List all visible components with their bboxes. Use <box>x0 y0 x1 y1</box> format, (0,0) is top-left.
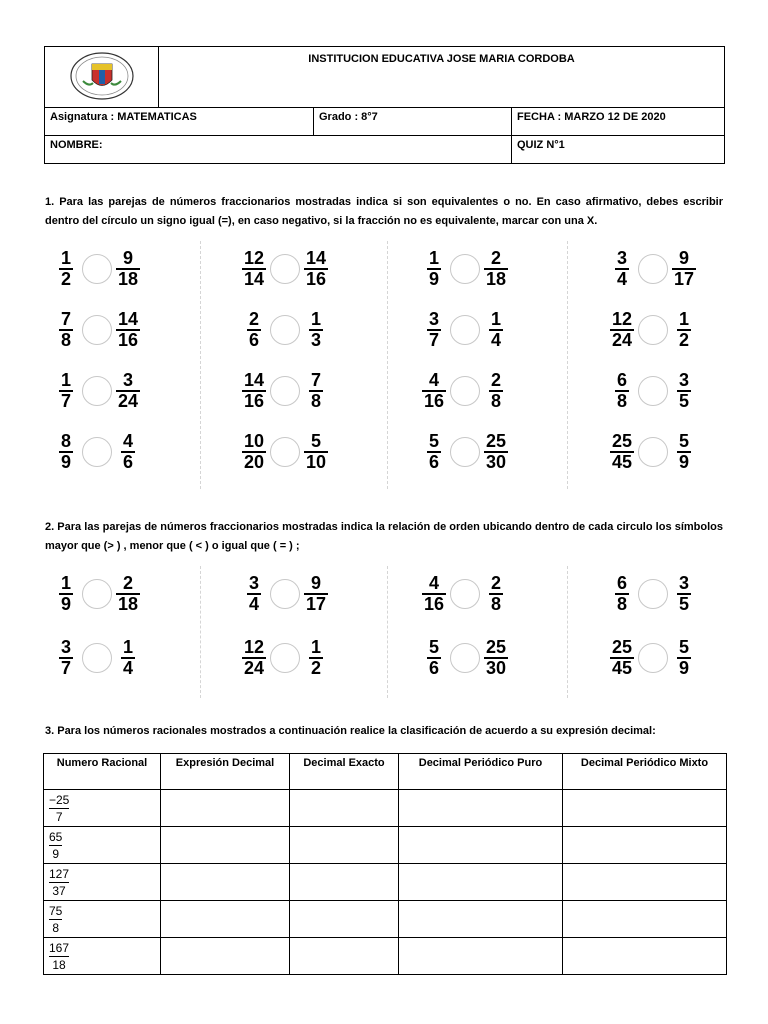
denominator: 2 <box>311 658 322 678</box>
numerator: 3 <box>616 248 627 268</box>
numerator: 1 <box>311 637 322 657</box>
fraction-left <box>610 432 634 472</box>
denominator: 6 <box>428 658 439 678</box>
numerator: 1 <box>122 637 133 657</box>
answer-circle[interactable] <box>450 315 480 345</box>
fraction-right <box>484 638 508 678</box>
numerator: 25 <box>612 431 633 451</box>
denominator: 17 <box>674 269 695 289</box>
answer-cell[interactable] <box>290 864 399 901</box>
answer-cell[interactable] <box>563 827 727 864</box>
denominator: 7 <box>60 658 71 678</box>
rational-fraction <box>49 903 62 936</box>
fraction-pair <box>242 249 328 289</box>
column-divider <box>387 241 388 489</box>
answer-cell[interactable] <box>290 827 399 864</box>
fraction-right <box>484 249 508 289</box>
fraction-right <box>116 432 140 472</box>
denominator: 6 <box>428 452 439 472</box>
answer-cell[interactable] <box>563 864 727 901</box>
denominator: 9 <box>60 452 71 472</box>
denominator: 7 <box>60 391 71 411</box>
answer-cell[interactable] <box>290 938 399 975</box>
table-row <box>44 901 727 938</box>
fraction-left <box>54 249 78 289</box>
numerator: 1 <box>428 248 439 268</box>
table-row <box>44 864 727 901</box>
fraction-pair <box>242 310 328 350</box>
column-divider <box>567 241 568 489</box>
fraction-right <box>484 310 508 350</box>
fraction-right <box>484 371 508 411</box>
fraction-left <box>242 432 266 472</box>
column-header: Decimal Periódico Puro <box>399 754 563 790</box>
fraction-pair <box>422 638 508 678</box>
denominator: 16 <box>244 391 265 411</box>
denominator: 9 <box>60 594 71 614</box>
numerator: 75 <box>49 904 63 918</box>
answer-cell[interactable] <box>290 790 399 827</box>
fraction-left <box>242 638 266 678</box>
answer-cell[interactable] <box>399 901 563 938</box>
answer-circle[interactable] <box>82 315 112 345</box>
fraction-pair <box>54 310 140 350</box>
numerator: 8 <box>60 431 71 451</box>
fraction-pair <box>422 574 508 614</box>
denominator: 8 <box>60 330 71 350</box>
numerator: 1 <box>490 309 501 329</box>
answer-circle[interactable] <box>270 376 300 406</box>
school-crest-icon <box>69 51 135 101</box>
denominator: 8 <box>49 919 62 936</box>
answer-cell[interactable] <box>563 938 727 975</box>
fraction-pair <box>54 249 140 289</box>
table-row <box>44 938 727 975</box>
fraction-pair <box>610 638 696 678</box>
denominator: 8 <box>491 594 502 614</box>
fraction-left <box>422 249 446 289</box>
numerator: 1 <box>60 573 71 593</box>
column-divider <box>567 566 568 698</box>
answer-circle[interactable] <box>450 643 480 673</box>
denominator: 17 <box>306 594 327 614</box>
numerator: 25 <box>486 637 507 657</box>
answer-circle[interactable] <box>450 376 480 406</box>
denominator: 20 <box>244 452 265 472</box>
numerator: 12 <box>244 248 265 268</box>
numerator: 3 <box>678 573 689 593</box>
denominator: 6 <box>248 330 259 350</box>
numerator: 2 <box>491 370 502 390</box>
answer-cell[interactable] <box>290 901 399 938</box>
denominator: 4 <box>490 330 501 350</box>
fraction-left <box>242 249 266 289</box>
fraction-pair <box>242 574 328 614</box>
fraction-left <box>422 371 446 411</box>
denominator: 5 <box>678 391 689 411</box>
fraction-right <box>116 310 140 350</box>
answer-circle[interactable] <box>270 315 300 345</box>
question-2-instruction: 2. Para las parejas de números fraccionarios mostradas indica la relación de orden ubicando dentro de cada circulo los símbolos mayor que (> ) , menor que ( < ) o igual que ( = ) ; <box>45 521 723 552</box>
answer-circle[interactable] <box>82 376 112 406</box>
numerator: 3 <box>678 370 689 390</box>
answer-cell[interactable] <box>399 864 563 901</box>
rational-fraction <box>49 940 69 973</box>
numerator: 2 <box>248 309 259 329</box>
denominator: 30 <box>486 658 507 678</box>
denominator: 2 <box>679 330 690 350</box>
numerator: 14 <box>306 248 327 268</box>
answer-cell[interactable] <box>161 864 290 901</box>
table-row <box>44 827 727 864</box>
denominator: 8 <box>616 594 627 614</box>
fraction-right <box>116 371 140 411</box>
fraction-right <box>672 371 696 411</box>
answer-circle[interactable] <box>638 315 668 345</box>
numerator: 14 <box>118 309 139 329</box>
denominator: 4 <box>122 658 133 678</box>
denominator: 10 <box>306 452 327 472</box>
denominator: 37 <box>49 882 69 899</box>
fraction-right <box>304 310 328 350</box>
rational-number-cell <box>44 790 161 827</box>
fraction-left <box>242 574 266 614</box>
fraction-right <box>304 574 328 614</box>
column-divider <box>200 566 201 698</box>
fraction-right <box>116 638 140 678</box>
denominator: 16 <box>424 594 445 614</box>
numerator: 1 <box>310 309 321 329</box>
fraction-right <box>672 432 696 472</box>
numerator: 14 <box>244 370 265 390</box>
quiz-number: QUIZ N°1 <box>512 136 725 164</box>
denominator: 5 <box>678 594 689 614</box>
numerator: 5 <box>428 637 439 657</box>
denominator: 6 <box>122 452 133 472</box>
answer-circle[interactable] <box>638 643 668 673</box>
fraction-right <box>672 249 696 289</box>
denominator: 45 <box>612 452 633 472</box>
numerator: 2 <box>491 573 502 593</box>
answer-circle[interactable] <box>270 437 300 467</box>
fraction-pair <box>54 574 140 614</box>
fraction-pair <box>242 371 328 411</box>
fraction-pair <box>54 371 140 411</box>
answer-circle[interactable] <box>450 437 480 467</box>
school-logo-cell <box>45 47 159 108</box>
denominator: 4 <box>248 594 259 614</box>
fraction-pair <box>242 432 328 472</box>
fraction-pair <box>422 371 508 411</box>
denominator: 45 <box>612 658 633 678</box>
denominator: 9 <box>679 452 690 472</box>
fraction-left <box>54 371 78 411</box>
numerator: 4 <box>122 431 133 451</box>
denominator: 24 <box>118 391 139 411</box>
denominator: 18 <box>118 269 139 289</box>
denominator: 18 <box>486 269 507 289</box>
subject-field: Asignatura : MATEMATICAS <box>45 108 314 136</box>
answer-circle[interactable] <box>450 254 480 284</box>
fraction-left <box>610 574 634 614</box>
fraction-pair <box>422 310 508 350</box>
answer-circle[interactable] <box>638 376 668 406</box>
name-field[interactable]: NOMBRE: <box>45 136 512 164</box>
denominator: 18 <box>118 594 139 614</box>
rational-fraction <box>49 829 62 862</box>
numerator: 2 <box>123 573 134 593</box>
answer-circle[interactable] <box>270 579 300 609</box>
table-row <box>44 790 727 827</box>
numerator: 25 <box>486 431 507 451</box>
denominator: 24 <box>612 330 633 350</box>
school-name: INSTITUCION EDUCATIVA JOSE MARIA CORDOBA <box>159 47 725 108</box>
column-header: Decimal Periódico Mixto <box>563 754 727 790</box>
fraction-right <box>484 574 508 614</box>
denominator: 9 <box>679 658 690 678</box>
fraction-right <box>484 432 508 472</box>
classification-table <box>43 753 727 975</box>
answer-cell[interactable] <box>563 901 727 938</box>
fraction-pair <box>242 638 328 678</box>
answer-circle[interactable] <box>82 254 112 284</box>
answer-circle[interactable] <box>270 254 300 284</box>
numerator: 6 <box>616 573 627 593</box>
answer-cell[interactable] <box>399 790 563 827</box>
answer-circle[interactable] <box>82 437 112 467</box>
rational-number-cell <box>44 864 161 901</box>
column-divider <box>200 241 201 489</box>
fraction-left <box>422 310 446 350</box>
numerator: 9 <box>311 573 322 593</box>
denominator: 24 <box>244 658 265 678</box>
grade-field: Grado : 8°7 <box>314 108 512 136</box>
answer-cell[interactable] <box>563 790 727 827</box>
fraction-pair <box>422 249 508 289</box>
question-1-instruction: 1. Para las parejas de números fraccionarios mostradas indica si son equivalentes o no. En caso afirmativo, debes escribir dentro del círculo un signo igual (=), en caso negativo, si la fracción no es equivalente, marcar con una X. <box>45 196 723 227</box>
fraction-left <box>610 371 634 411</box>
fraction-left <box>610 249 634 289</box>
fraction-left <box>610 310 634 350</box>
numerator: 5 <box>679 637 690 657</box>
denominator: 7 <box>428 330 439 350</box>
answer-cell[interactable] <box>399 827 563 864</box>
numerator: 5 <box>679 431 690 451</box>
fraction-left <box>54 432 78 472</box>
column-divider <box>387 566 388 698</box>
numerator: 1 <box>679 309 690 329</box>
fraction-right <box>672 574 696 614</box>
answer-circle[interactable] <box>450 579 480 609</box>
fraction-right <box>672 638 696 678</box>
date-field: FECHA : MARZO 12 DE 2020 <box>512 108 725 136</box>
numerator: 3 <box>428 309 439 329</box>
fraction-right <box>304 638 328 678</box>
numerator: 25 <box>612 637 633 657</box>
column-header: Numero Racional <box>44 754 161 790</box>
answer-circle[interactable] <box>270 643 300 673</box>
denominator: 8 <box>491 391 502 411</box>
fraction-pair <box>610 310 696 350</box>
numerator: 7 <box>60 309 71 329</box>
fraction-pair <box>54 638 140 678</box>
denominator: 2 <box>60 269 71 289</box>
numerator: 1 <box>60 248 71 268</box>
fraction-right <box>304 432 328 472</box>
denominator: 16 <box>118 330 139 350</box>
fraction-right <box>304 249 328 289</box>
answer-circle[interactable] <box>638 579 668 609</box>
denominator: 18 <box>49 956 69 973</box>
fraction-pair <box>610 371 696 411</box>
fraction-pair <box>610 432 696 472</box>
fraction-pair <box>610 574 696 614</box>
fraction-right <box>672 310 696 350</box>
denominator: 30 <box>486 452 507 472</box>
fraction-pair <box>422 432 508 472</box>
fraction-left <box>610 638 634 678</box>
fraction-left <box>54 310 78 350</box>
answer-cell[interactable] <box>161 827 290 864</box>
fraction-right <box>116 249 140 289</box>
numerator: 9 <box>123 248 134 268</box>
numerator: 5 <box>428 431 439 451</box>
numerator: 167 <box>49 941 70 955</box>
numerator: 1 <box>60 370 71 390</box>
fraction-left <box>242 310 266 350</box>
fraction-left <box>242 371 266 411</box>
header-table <box>44 46 725 164</box>
fraction-left <box>54 574 78 614</box>
denominator: 7 <box>49 808 69 825</box>
question-3-instruction: 3. Para los números racionales mostrados a continuación realice la clasificación de acuerdo a su expresión decimal: <box>45 725 656 737</box>
numerator: 12 <box>244 637 265 657</box>
numerator: 3 <box>123 370 134 390</box>
answer-circle[interactable] <box>638 437 668 467</box>
numerator: −25 <box>49 793 70 807</box>
answer-cell[interactable] <box>161 938 290 975</box>
answer-cell[interactable] <box>399 938 563 975</box>
classification-table-body <box>44 790 727 975</box>
denominator: 3 <box>310 330 321 350</box>
answer-circle[interactable] <box>82 643 112 673</box>
fraction-right <box>304 371 328 411</box>
numerator: 5 <box>311 431 322 451</box>
column-header: Expresión Decimal <box>161 754 290 790</box>
fraction-left <box>54 638 78 678</box>
numerator: 12 <box>612 309 633 329</box>
denominator: 16 <box>424 391 445 411</box>
numerator: 10 <box>244 431 265 451</box>
numerator: 65 <box>49 830 63 844</box>
numerator: 3 <box>60 637 71 657</box>
column-header: Decimal Exacto <box>290 754 399 790</box>
denominator: 4 <box>616 269 627 289</box>
numerator: 3 <box>248 573 259 593</box>
answer-cell[interactable] <box>161 790 290 827</box>
denominator: 8 <box>311 391 322 411</box>
numerator: 2 <box>491 248 502 268</box>
rational-fraction <box>49 792 69 825</box>
fraction-right <box>116 574 140 614</box>
numerator: 9 <box>679 248 690 268</box>
denominator: 8 <box>616 391 627 411</box>
numerator: 6 <box>616 370 627 390</box>
rational-number-cell <box>44 827 161 864</box>
denominator: 9 <box>49 845 62 862</box>
numerator: 7 <box>311 370 322 390</box>
fraction-left <box>422 638 446 678</box>
fraction-pair <box>54 432 140 472</box>
numerator: 4 <box>429 573 440 593</box>
fraction-pair <box>610 249 696 289</box>
numerator: 127 <box>49 867 70 881</box>
rational-fraction <box>49 866 69 899</box>
rational-number-cell <box>44 938 161 975</box>
fraction-left <box>422 574 446 614</box>
denominator: 16 <box>306 269 327 289</box>
answer-circle[interactable] <box>638 254 668 284</box>
answer-circle[interactable] <box>82 579 112 609</box>
rational-number-cell <box>44 901 161 938</box>
denominator: 14 <box>244 269 265 289</box>
numerator: 4 <box>429 370 440 390</box>
fraction-left <box>422 432 446 472</box>
answer-cell[interactable] <box>161 901 290 938</box>
denominator: 9 <box>428 269 439 289</box>
